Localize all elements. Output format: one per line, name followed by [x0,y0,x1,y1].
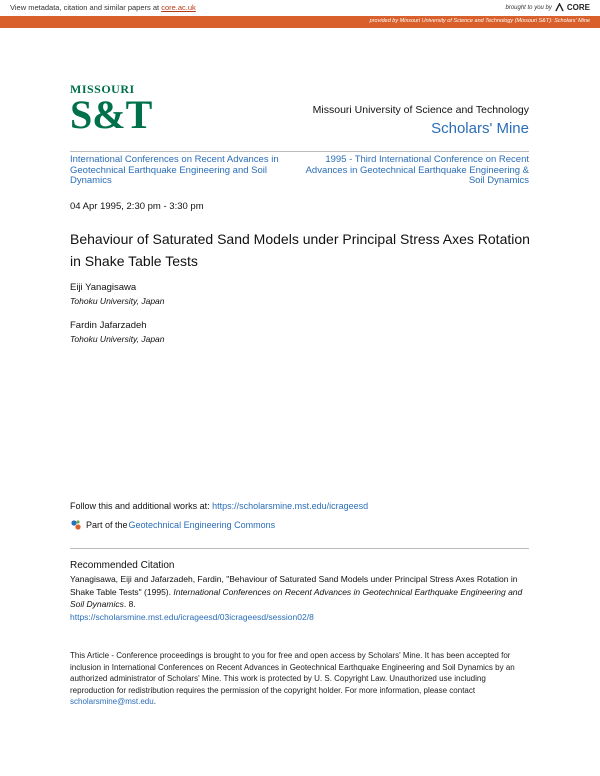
core-logo-icon [555,3,564,12]
citation-venue: International Conferences on Recent Advances in Geotechnical Earthquake Engineering and Soil Dynamics [70,586,523,609]
missouri-st-logo [70,82,153,138]
follow-link[interactable]: https://scholarsmine.mst.edu/icrageesd [212,501,369,511]
provided-by-bar [0,16,600,28]
rights-text: This Article - Conference proceedings is brought to you for free and open access by Scholars' Mine. It has been accepted for inclusion in International Conferences on Recent Advances in Geotechnical Earthquake Engineering and Soil Dynamics by an authorized administrator of Scholars' Mine. This work is protected by U. S. Copyright Law. Unauthorized use including reproduction for redistribution requires the permission of the copyright holder. For more information, please contact [70,651,515,695]
collection-link-right[interactable]: 1995 - Third International Conference on Recent Advances in Geotechnical Earthquake Engineering & Soil Dynamics [305,154,529,186]
recommended-citation-heading: Recommended Citation [70,560,175,571]
core-banner [0,0,600,16]
part-of-text: Part of the [86,520,128,530]
citation-link[interactable]: https://scholarsmine.mst.edu/icrageesd/03icrageesd/session02/8 [70,611,314,622]
core-metadata-text [10,3,196,12]
part-of-line [70,519,275,531]
citation-text: Yanagisawa, Eiji and Jafarzadeh, Fardin, "Behaviour of Saturated Sand Models under Principal Stress Axes Rotation in Shake Table Tests" (1995). [70,574,518,597]
core-left-text: View metadata, citation and similar papers at [10,3,162,12]
author-name: Fardin Jafarzadeh [70,320,147,331]
follow-text: Follow this and additional works at: [70,501,213,511]
core-brought-text: brought to you by [505,4,552,11]
citation-divider [70,548,529,549]
follow-line [70,501,368,511]
core-brought-by[interactable] [506,3,591,12]
commons-link[interactable]: Geotechnical Engineering Commons [128,520,276,530]
rights-statement [70,650,532,708]
author-affiliation: Tohoku University, Japan [70,334,165,344]
collection-link-left[interactable]: International Conferences on Recent Advances in Geotechnical Earthquake Engineering and Soil Dynamics [70,154,279,186]
provided-by-text: provided by Missouri University of Science and Technology (Missouri S&T): Scholars' Mine [369,18,590,24]
institution-name: Missouri University of Science and Technology [312,104,529,116]
author-affiliation: Tohoku University, Japan [70,296,165,306]
paper-title: Behaviour of Saturated Sand Models under Principal Stress Axes Rotation in Shake Table Tests [70,231,530,269]
contact-email-link[interactable]: scholarsmine@mst.edu [70,697,154,706]
repository-link[interactable]: Scholars' Mine [431,120,529,137]
core-link[interactable]: core.ac.uk [161,3,196,12]
author-name: Eiji Yanagisawa [70,282,137,293]
citation-suffix: . 8. [123,599,136,609]
commons-network-icon [70,519,82,531]
logo-st-text: S&T [70,92,153,137]
logo-missouri-text: MISSOURI [70,82,135,96]
event-date: 04 Apr 1995, 2:30 pm - 3:30 pm [70,201,204,212]
core-logo-text: CORE [566,3,590,12]
citation-block [70,573,530,623]
top-divider [70,151,529,152]
rights-end: . [153,697,156,706]
